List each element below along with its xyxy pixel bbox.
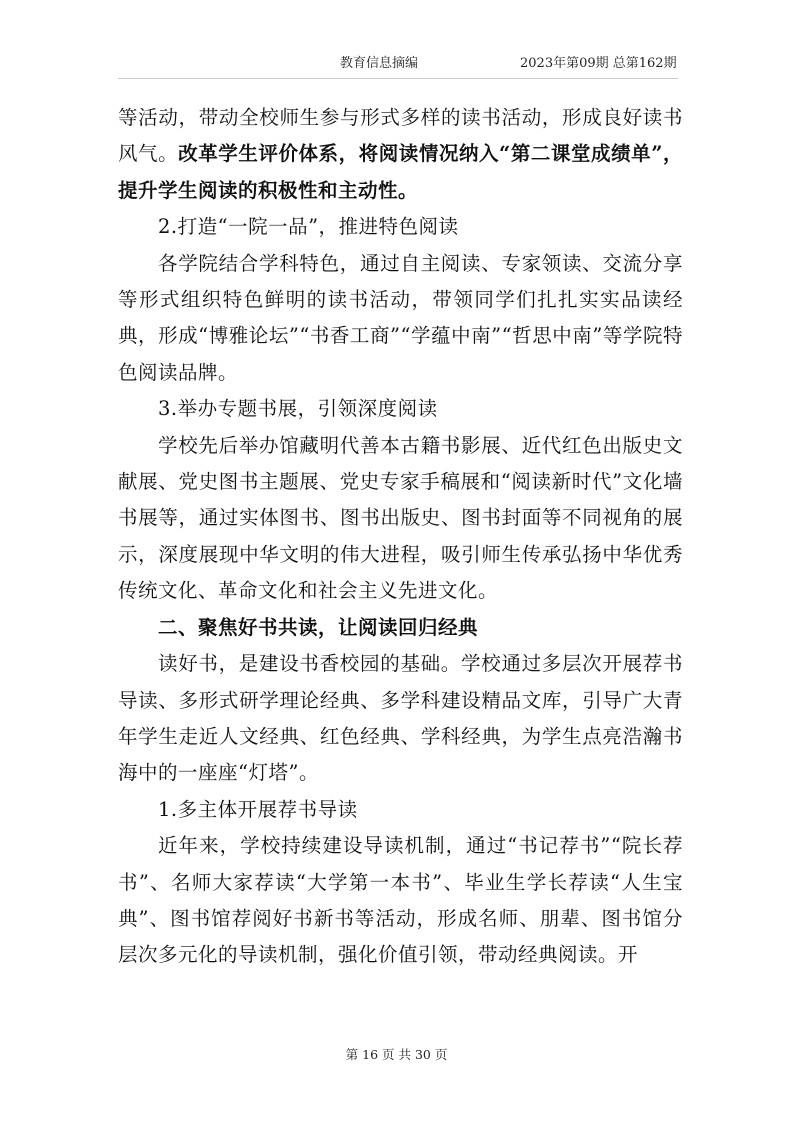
paragraph-guided-reading: 近年来，学校持续建设导读机制，通过“书记荐书”“院长荐书”、名师大家荐读“大学第一本书”、毕业生学长荐读“人生宝典”、图书馆荐阅好书新书等活动，形成名师、朋辈、图书馆分层次多元化的导读机制，强化价值引领，带动经典阅读。开 <box>118 834 683 967</box>
paragraph-continued <box>118 100 683 209</box>
paragraph-book-exhibitions: 学校先后举办馆藏明代善本古籍书影展、近代红色出版史文献展、党史图书主题展、党史专家手稿展和“阅读新时代”文化墙书展等，通过实体图书、图书出版史、图书封面等不同视角的展示，深度展现中华文明的伟大进程，吸引师生传承弘扬中华优秀传统文化、革命文化和社会主义先进文化。 <box>118 433 683 603</box>
issue-number: 2023年第09期 总第162期 <box>520 56 677 71</box>
paragraph-college-reading: 各学院结合学科特色，通过自主阅读、专家领读、交流分享等形式组织特色鲜明的读书活动，带领同学们扎扎实实品读经典，形成“博雅论坛”“书香工商”“学蕴中南”“哲思中南”等学院特色阅读品牌。 <box>118 251 683 384</box>
paragraph-bold-text: 改革学生评价体系，将阅读情况纳入“第二课堂成绩单”，提升学生阅读的积极性和主动性。 <box>118 142 683 202</box>
subheading-1: 1.多主体开展荐书导读 <box>158 797 358 821</box>
publication-title: 教育信息摘编 <box>340 56 419 71</box>
paragraph-good-books: 读好书，是建设书香校园的基础。学校通过多层次开展荐书导读、多形式研学理论经典、多学科建设精品文库，引导广大青年学生走近人文经典、红色经典、学科经典，为学生点亮浩瀚书海中的一座座“灯塔”。 <box>118 652 683 785</box>
page-footer <box>0 1045 793 1063</box>
section-heading-2: 二、聚焦好书共读，让阅读回归经典 <box>158 615 479 639</box>
page-number: 第 16 页 共 30 页 <box>345 1047 448 1062</box>
paragraph-text: 等活动，带动全校师生参与形式多样的读书活动，形成良好读书风气。 <box>118 106 683 166</box>
subheading-3: 3.举办专题书展，引领深度阅读 <box>158 397 438 421</box>
page-header <box>0 52 793 76</box>
document-body <box>118 100 683 974</box>
header-divider <box>118 78 678 79</box>
subheading-2: 2.打造“一院一品”，推进特色阅读 <box>158 215 459 239</box>
